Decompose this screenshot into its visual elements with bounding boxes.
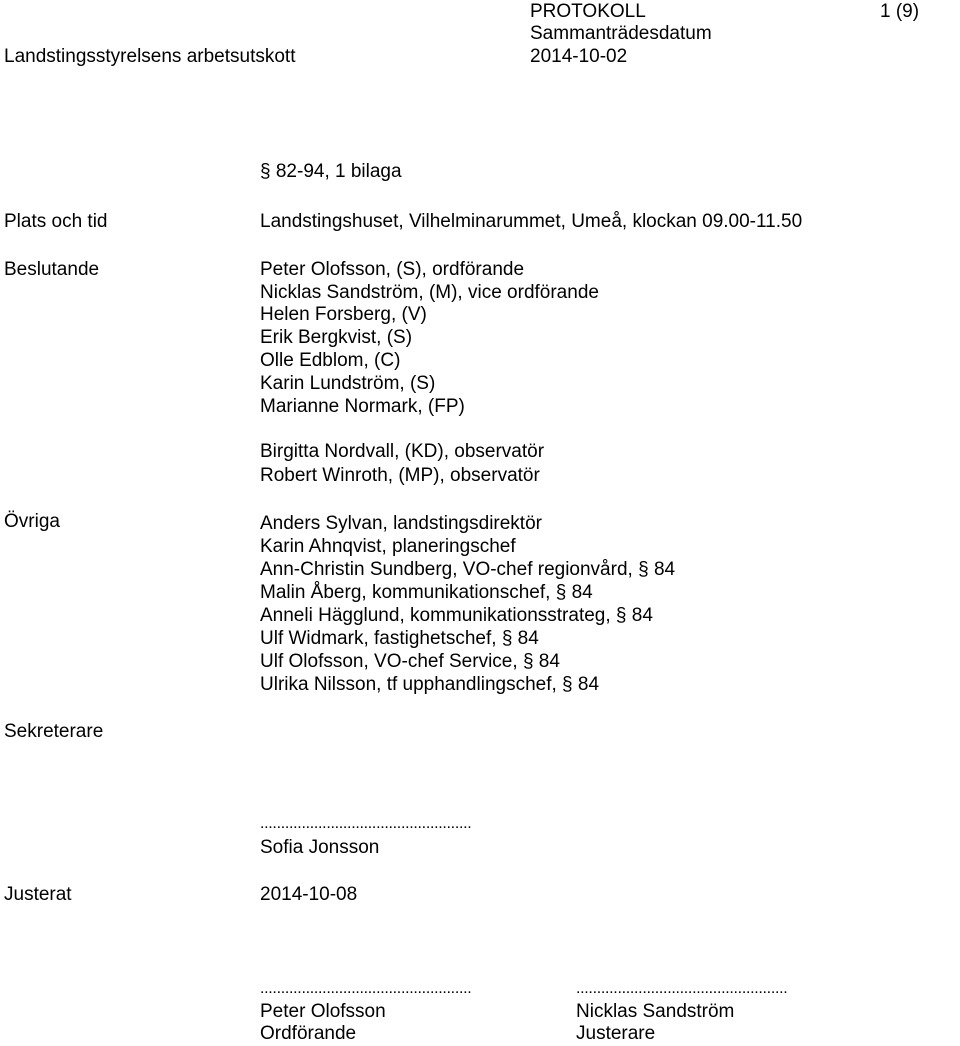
paragraph-sign: § [260,161,271,182]
place-label: Plats och tid [4,211,108,232]
other-person-text: Ann-Christin Sundberg, VO-chef regionvård, [260,559,633,580]
secretary-name: Sofia Jonsson [260,837,380,858]
paragraph-sign: § [501,628,513,649]
decision-member: Helen Forsberg, (V) [260,304,427,325]
paragraph-ref: 84 [653,559,676,580]
paragraph-sign: § [615,605,627,626]
other-person-text: Ulf Olofsson, VO-chef Service, [260,651,518,672]
organization-name: Landstingsstyrelsens arbetsutskott [4,46,296,67]
paragraph-sign: § [638,559,649,580]
other-person [260,627,539,651]
meeting-date-label: Sammanträdesdatum [530,23,712,44]
paragraph-reference [260,160,402,184]
chair-name: Peter Olofsson [260,1001,386,1022]
place-value: Landstingshuset, Vilhelminarummet, Umeå, klockan 09.00-11.50 [260,211,803,232]
other-person [260,673,599,697]
other-person [260,650,560,674]
decision-member: Nicklas Sandström, (M), vice ordförande [260,282,599,303]
other-person [260,581,593,605]
paragraph-sign: § [555,582,567,603]
paragraph-ref: 84 [517,628,539,649]
chair-signature-line: ................................................... [260,980,472,997]
secretary-label: Sekreterare [4,721,104,742]
adjuster-signature-line: ................................................... [576,980,788,997]
paragraph-range: 82-94, 1 bilaga [275,161,402,182]
other-person [260,558,675,582]
decision-member: Olle Edblom, (C) [260,350,401,371]
decision-member: Peter Olofsson, (S), ordförande [260,259,525,280]
meeting-date: 2014-10-02 [530,46,628,67]
observer: Robert Winroth, (MP), observatör [260,465,540,486]
other-person [260,604,653,628]
secretary-signature-line: ................................................... [260,815,472,832]
page-number: 1 (9) [880,1,920,22]
chair-role: Ordförande [260,1023,357,1044]
paragraph-ref: 84 [538,651,560,672]
decision-member: Erik Bergkvist, (S) [260,327,413,348]
adjusted-date: 2014-10-08 [260,884,358,905]
other-person: Anders Sylvan, landstingsdirektör [260,513,542,534]
adjuster-role: Justerare [576,1023,656,1044]
other-person: Karin Ahnqvist, planeringschef [260,536,516,557]
other-person-text: Ulf Widmark, fastighetschef, [260,628,497,649]
other-person-text: Malin Åberg, kommunikationschef, [260,582,551,603]
decision-makers-label: Beslutande [4,259,100,280]
paragraph-ref: 84 [631,605,653,626]
adjuster-name: Nicklas Sandström [576,1001,735,1022]
paragraph-ref: 84 [577,674,600,695]
observer: Birgitta Nordvall, (KD), observatör [260,441,545,462]
other-person-text: Anneli Hägglund, kommunikationsstrateg, [260,605,611,626]
other-person-text: Ulrika Nilsson, tf upphandlingschef, [260,674,557,695]
others-label: Övriga [4,511,60,532]
paragraph-sign: § [522,651,534,672]
adjusted-label: Justerat [4,884,72,905]
decision-member: Karin Lundström, (S) [260,373,436,394]
decision-member: Marianne Normark, (FP) [260,396,465,417]
document-title: PROTOKOLL [530,1,646,22]
paragraph-sign: § [562,674,573,695]
paragraph-ref: 84 [571,582,593,603]
